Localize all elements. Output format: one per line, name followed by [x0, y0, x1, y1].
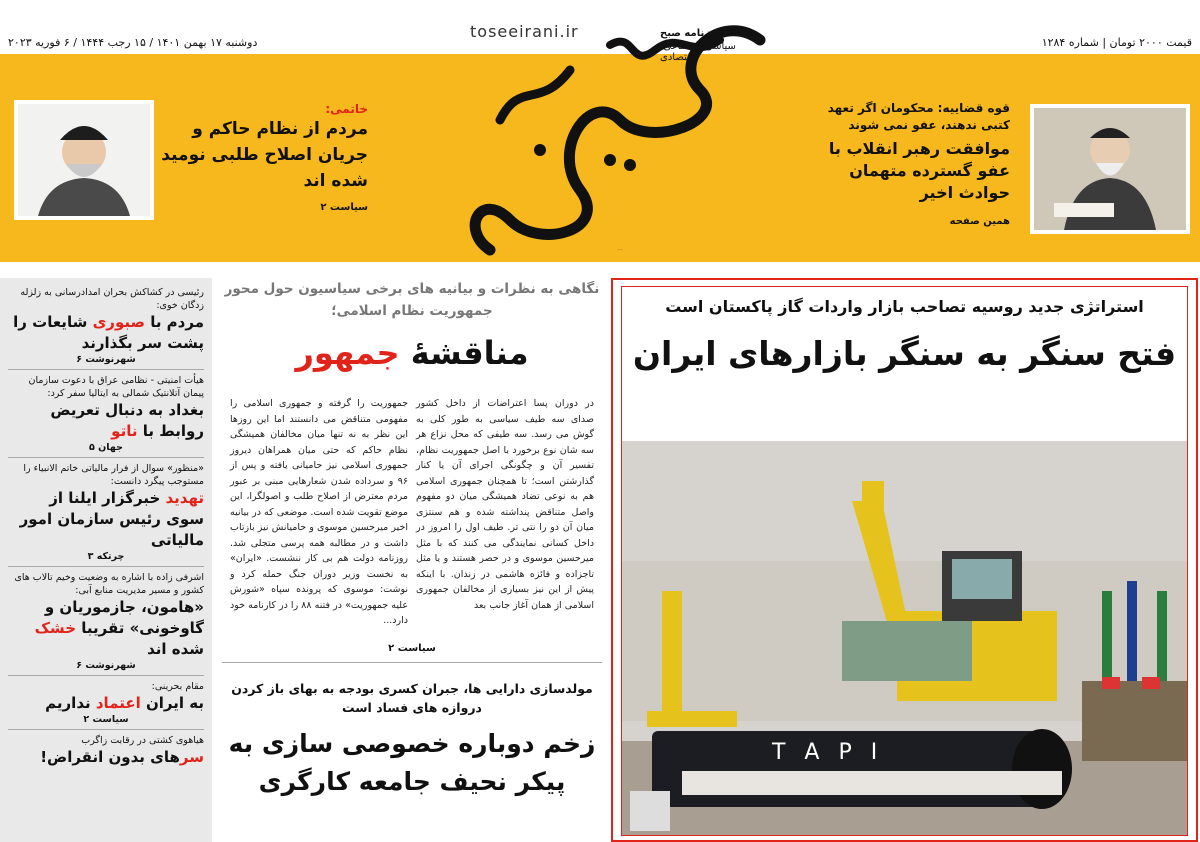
brief-kicker: رئیسی در کشاکش بحران امدادرسانی به زلزله زدگان خوی: — [20, 287, 204, 311]
headline-part-red: سر — [179, 748, 204, 766]
second-story-kicker: مولدسازی دارایی ها، جبران کسری بودجه به بهای باز کردن دروازه های فساد است — [231, 680, 593, 715]
headline-part: های بدون انقراض! — [40, 748, 180, 766]
headline-part: به ایران — [140, 694, 204, 712]
brief-item[interactable] — [8, 458, 204, 567]
headline-part: بغداد به دنبال تعریض روابط با — [50, 401, 204, 440]
brief-headline[interactable] — [8, 597, 204, 660]
brief-item[interactable] — [8, 567, 204, 676]
pipeline-scene-icon — [622, 441, 1187, 836]
body-column-right: در دوران پسا اعتراضات از داخل کشور صدای سه طیف سیاسی به طور کلی به گوش می رسد. سه طیفی که محل نزاع هر سه شان نوع برخورد با اصل جمهوریت نظام، تفسیر آن و چگونگی اجرای آن یا کنار گذارشتن است؛ تا همچنان جمهوری اسلامی هم به نوعی تضاد همیشگی میان دو مفهوم واصل متناقض پنداشته شده و هم سنتزی میان آن دو را نتی تر. طیف اول را امروز در داخل کسانی نمایندگی می کنند که با مثل میرحسین موسوی و در حصر هستند و یا مثل تاجزاده و فائزه هاشمی در زندان. با اینکه پیش از این نیز بسیاری از مخالفان جمهوری اسلامی از همان آغاز جانب بعد — [416, 398, 594, 611]
story-kicker: قوه قضاییه: محکومان اگر تعهد کتبی ندهند، عفو نمی شوند — [827, 101, 1010, 132]
issue-info: قیمت ۲۰۰۰ تومان | شماره ۱۲۸۴ — [1041, 36, 1192, 49]
pipe-label: T A P I — [772, 740, 884, 765]
brief-kicker: هیاهوی کشتی در رقابت زاگرب — [81, 735, 204, 746]
newspaper-logo — [420, 0, 820, 262]
story-ref: همین صفحه — [949, 216, 1010, 227]
brief-item[interactable] — [8, 282, 204, 370]
tagline-topics: سیاسی، اجتماعی، اقتصادی — [660, 41, 736, 63]
masthead-left-story[interactable] — [158, 102, 368, 213]
headline-part-red: خشک — [34, 619, 77, 637]
site-url[interactable]: toseeirani.ir — [470, 22, 579, 41]
headline-part-red: اعتماد — [95, 694, 141, 712]
second-story-headline[interactable]: زخم دوباره خصوصی سازی به پیکر نحیف جامعه کارگری — [228, 728, 596, 796]
khatami-photo — [14, 100, 154, 220]
logo-text: توسعه ایرانی — [617, 250, 623, 251]
briefs-column — [0, 278, 212, 842]
lead-photo — [622, 441, 1187, 836]
editorial-ref: سیاست ۲ — [222, 643, 602, 663]
headline-part: شایعات را پشت سر بگذارند — [13, 313, 204, 352]
brief-item[interactable] — [8, 676, 204, 730]
editorial-headline[interactable] — [222, 334, 602, 372]
brief-item[interactable] — [8, 730, 204, 772]
brief-headline[interactable] — [8, 693, 204, 714]
tagline-daily: روزنامه صبح — [660, 28, 722, 39]
lead-story[interactable] — [611, 278, 1198, 842]
brief-headline[interactable] — [8, 312, 204, 354]
brief-headline[interactable] — [8, 400, 204, 442]
brief-kicker: مقام بحرینی: — [151, 681, 204, 692]
headline-part-red: صبوری — [92, 313, 145, 331]
story-headline[interactable]: مردم از نظام حاکم و جریان اصلاح طلبی نومید شده اند — [161, 119, 368, 191]
body-column-left: جمهوریت را گرفته و جمهوری اسلامی را مفهومی متناقض می دانستند اما این روزها این نظر به نه تنها میان مخالفان همیشگی نظام حاکم که حتی میان همراهان دیروز جمهوری اسلامی نیز حامیانی یافته و پس از ۹۶ و سرداده شدن شعارهایی مبنی بر عبور مردم معترض از اصلاح طلب و اصولگرا، این موضع تقویت شده است. موضعی که در بیانیه اخیر میرحسین موسوی و حامیانش نیز بازتاب داشت و در مطالبه همه پرسی متجلی شد. روزنامه دولت هم بی کار ننشست. «ایران» به نخست وزیر دوران جنگ حمله کرد و نوشت: موسوی که پرونده سپاه «شورش علیه جمهوریت» در فتنه ۸۸ را در کارنامه خود دارد... — [230, 398, 408, 626]
headline-part: «هامون، جازموریان و گاوخونی» تقریبا — [44, 598, 204, 637]
story-ref: سیاست ۲ — [320, 202, 368, 213]
issue-date: دوشنبه ۱۷ بهمن ۱۴۰۱ / ۱۵ رجب ۱۴۴۴ / ۶ فوریه ۲۰۲۳ — [8, 36, 258, 49]
brief-headline[interactable] — [8, 747, 204, 768]
headline-part-red: جمهور — [295, 334, 400, 372]
headline-part-red: ناتو — [111, 422, 138, 440]
headline-part: نداریم — [45, 694, 96, 712]
leader-photo — [1030, 104, 1190, 234]
editorial-column — [222, 278, 602, 842]
story-headline[interactable]: موافقت رهبر انقلاب با عفو گسترده متهمان حوادث اخیر — [828, 139, 1010, 202]
portrait-icon — [18, 104, 150, 216]
editorial-body — [222, 396, 602, 629]
editorial-kicker: نگاهی به نظرات و بیانیه های برخی سیاسیون حول محور جمهوریت نظام اسلامی؛ — [224, 281, 600, 319]
headline-part: شده اند — [147, 640, 204, 658]
brief-ref: شهرنوشت ۶ — [76, 354, 136, 365]
lead-kicker: استراتژی جدید روسیه تصاحب بازار واردات گاز پاکستان است — [665, 297, 1144, 316]
brief-ref: چرتکه ۳ — [87, 551, 125, 562]
headline-part: خبرگزار ایلنا از سوی رئیس سازمان امور مالیاتی — [19, 489, 204, 549]
lead-headline[interactable]: فتح سنگر به سنگر بازارهای ایران — [632, 334, 1177, 373]
brief-kicker: «منظور» سوال از فرار مالیاتی خاتم الانبیاء را مستوجب پیگرد دانست: — [23, 463, 204, 487]
headline-part-red: تهدید — [165, 489, 204, 507]
brief-ref: جهان ۵ — [89, 442, 123, 453]
masthead-right-story[interactable] — [810, 100, 1010, 227]
lead-story-inner — [621, 286, 1188, 836]
brief-headline[interactable] — [8, 488, 204, 551]
story-kicker: خاتمی: — [325, 102, 368, 116]
brief-kicker: اشرفی زاده با اشاره به وضعیت وخیم تالاب های کشور و مسیر مدیریت منابع آبی: — [14, 572, 204, 596]
brief-ref: سیاست ۲ — [83, 714, 129, 725]
brief-item[interactable] — [8, 370, 204, 458]
headline-part: مردم با — [144, 313, 204, 331]
brief-ref: شهرنوشت ۶ — [76, 660, 136, 671]
headline-part: مناقشهٔ — [399, 334, 529, 372]
portrait-icon — [1034, 108, 1186, 230]
brief-kicker: هیأت امنیتی - نظامی عراق با دعوت سازمان پیمان آتلانتیک شمالی به ایتالیا سفر کرد: — [28, 375, 204, 399]
